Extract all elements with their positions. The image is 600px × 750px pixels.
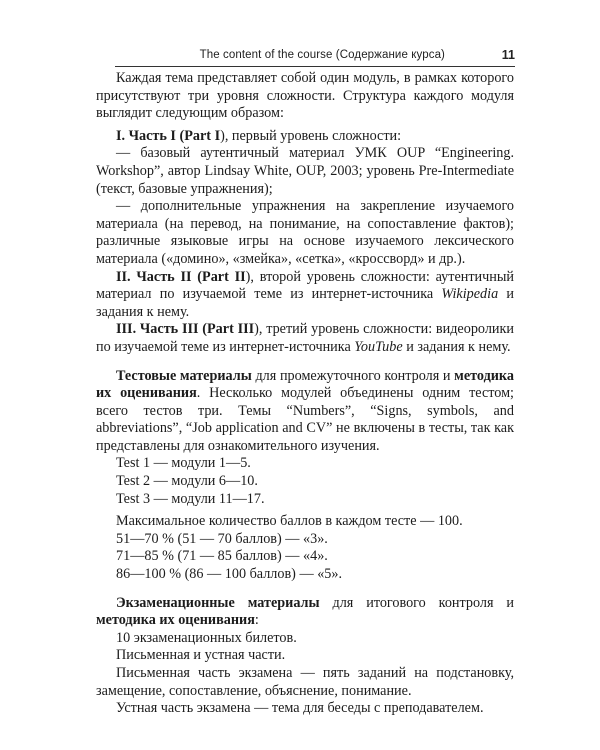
test-list-item: Test 3 — модули 11—17. — [116, 490, 265, 507]
part3-tag: Part III — [207, 321, 255, 338]
page-body — [96, 70, 514, 718]
part1-heading — [96, 128, 514, 146]
part1-tag: Part I — [184, 127, 221, 144]
part2-rest-b: и задания к нему. — [96, 286, 514, 320]
tests-mid: для промежуточного контроля и — [251, 367, 455, 384]
exam-written-paragraph: Письменная часть экзамена — пять заданий на подстановку, замещение, сопоставление, объяснение, понимание. — [96, 665, 514, 699]
part1-item-base: — базовый аутентичный материал УМК OUP “Engineering. Workshop”, автор Lindsay White, OUP, 2003; уровень Pre-Intermediate (текст, базовые упражнения); — [96, 145, 514, 197]
tests-heading-a: Тестовые материалы — [116, 367, 252, 384]
exams-heading-a: Экзаменационные материалы — [116, 594, 320, 611]
max-score-line: Максимальное количество баллов в каждом тесте — 100. — [116, 513, 463, 530]
part3-lead: III. Часть III ( — [116, 321, 208, 338]
part3-rest-a: ), третий уровень сложности: видеоролики по изучаемой теме из интернет-источника — [96, 321, 514, 355]
part2-tag: Part II — [202, 268, 246, 285]
part2-paragraph — [96, 269, 514, 322]
header-rule — [115, 66, 515, 67]
exams-mid: для итогового контроля и — [319, 594, 514, 611]
test-list-item: Test 2 — модули 6—10. — [116, 473, 258, 490]
part2-source: Wikipedia — [441, 286, 499, 303]
tests-heading-b: методика их оценивания — [96, 367, 514, 402]
exam-tickets-line: 10 экзаменационных билетов. — [116, 629, 297, 646]
grade-line: 51—70 % (51 — 70 баллов) — «3». — [116, 530, 328, 547]
page-number: 11 — [501, 48, 515, 62]
exams-paragraph — [96, 595, 514, 630]
exam-parts-line: Письменная и устная части. — [116, 647, 286, 664]
test-list-item: Test 1 — модули 1—5. — [116, 455, 251, 472]
part1-item-extra: — дополнительные упражнения на закрепление изучаемого материала (на перевод, на понимание, на сопоставление фактов); различные языковые игры на основе изучаемого лексического материала («домино», «змейка», «сетка», «кроссворд» и др.). — [96, 198, 514, 267]
section-spacer — [96, 584, 514, 595]
part1-rest: ), первый уровень сложности: — [220, 127, 402, 144]
tests-rest: . Несколько модулей объединены одним тестом; всего тестов три. Темы “Numbers”, “Signs, symbols, and abbreviations”, “Job application and CV” не включены в тесты, так как представлены для ознакомительного изучения. — [96, 385, 514, 454]
exams-heading-b: методика их оценивания — [96, 612, 255, 629]
intro-paragraph: Каждая тема представляет собой один модуль, в рамках которого присутствуют три уровня сложности. Структура каждого модуля выглядит следующим образом: — [96, 70, 514, 122]
part3-source: YouTube — [354, 338, 403, 355]
part3-paragraph — [96, 321, 514, 356]
exam-oral-paragraph: Устная часть экзамена — тема для беседы с преподавателем. — [116, 700, 484, 717]
section-spacer — [96, 357, 514, 368]
exams-rest: : — [254, 612, 259, 629]
part2-rest-a: ), второй уровень сложности: аутентичный материал по изучаемой теме из интернет-источника — [96, 268, 514, 303]
running-header — [115, 49, 515, 67]
running-title: The content of the course (Содержание курса) — [199, 49, 445, 61]
part3-rest-b: и задания к нему. — [402, 338, 511, 355]
tests-paragraph — [96, 368, 514, 456]
grade-line: 71—85 % (71 — 85 баллов) — «4». — [116, 548, 328, 565]
part2-lead: II. Часть II ( — [116, 268, 203, 285]
grade-line: 86—100 % (86 — 100 баллов) — «5». — [116, 566, 343, 583]
part1-lead: I. Часть I ( — [116, 127, 185, 144]
